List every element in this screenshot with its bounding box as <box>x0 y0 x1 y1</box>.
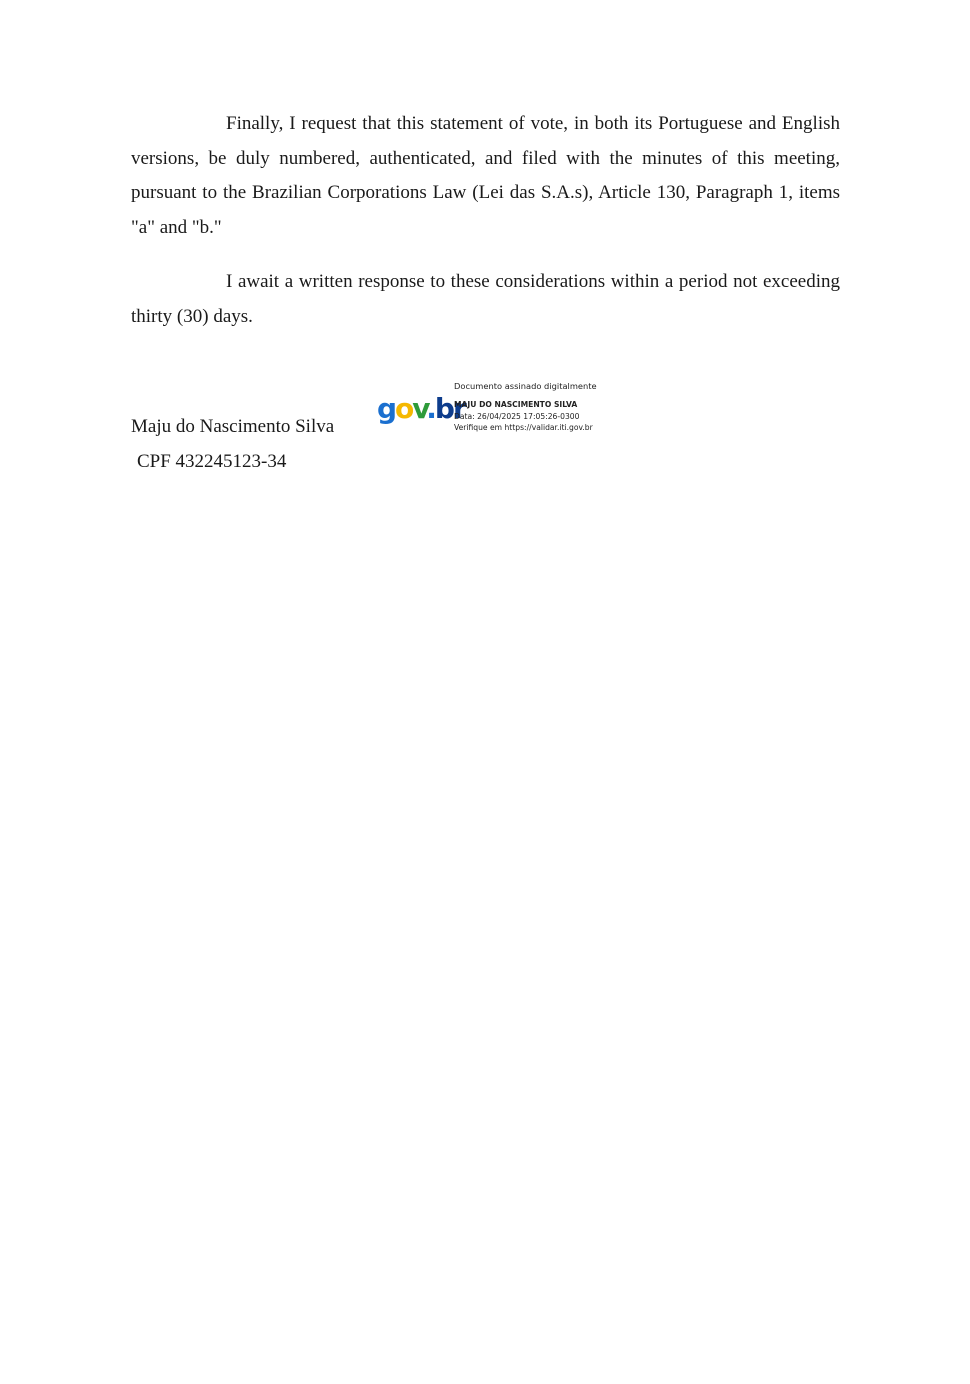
stamp-signer-name: MAJU DO NASCIMENTO SILVA <box>454 400 578 409</box>
closing-request-paragraph: Finally, I request that this statement of vote, in both its Portuguese and English versions, be duly numbered, authenticated, and filed with the minutes of this meeting, pursuant to the Brazilian Corporations Law (Lei das S.A.s), Article 130, Paragraph 1, items "a" and "b." <box>131 113 840 238</box>
stamp-date: Data: 26/04/2025 17:05:26-0300 <box>454 411 580 421</box>
digital-signature-stamp <box>377 378 627 440</box>
signer-cpf: CPF 432245123-34 <box>137 451 287 472</box>
signer-name: Maju do Nascimento Silva <box>131 416 335 437</box>
stamp-details <box>454 399 593 434</box>
govbr-logo-icon: gov.br <box>377 392 465 425</box>
stamp-heading: Documento assinado digitalmente <box>454 381 597 391</box>
stamp-verify-link: Verifique em https://validar.iti.gov.br <box>454 423 593 432</box>
response-request-paragraph: I await a written response to these considerations within a period not exceeding thirty (30) days. <box>131 271 840 327</box>
